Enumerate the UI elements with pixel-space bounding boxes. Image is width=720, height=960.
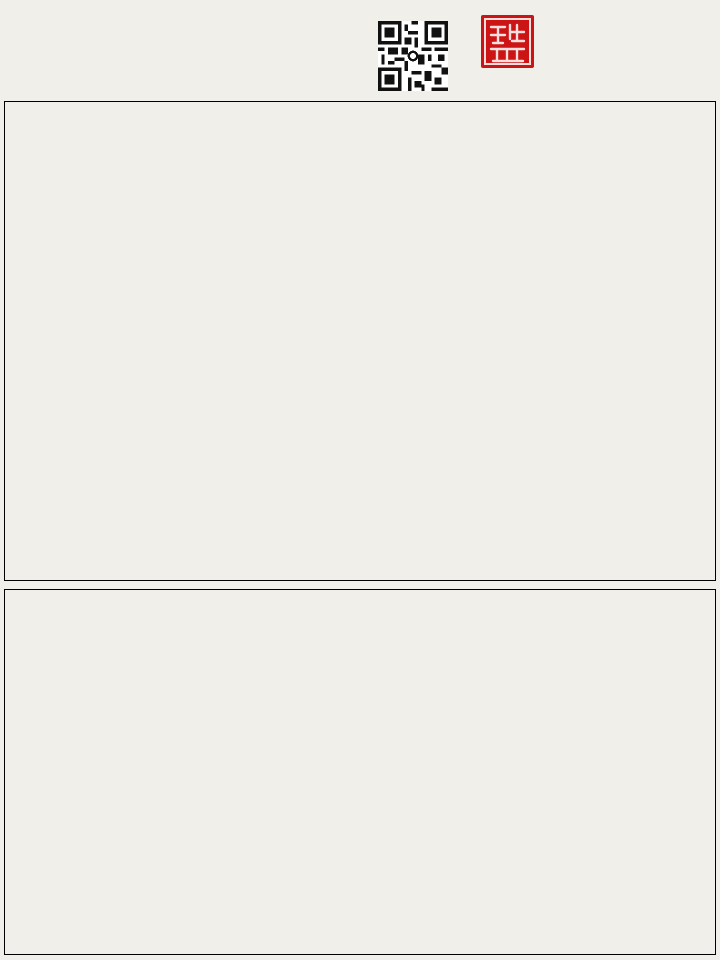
- qr-code-icon: [378, 21, 448, 91]
- chart-grid: [4, 101, 716, 581]
- red-seal-stamp-icon: [479, 13, 536, 70]
- yearly-table: [4, 589, 716, 955]
